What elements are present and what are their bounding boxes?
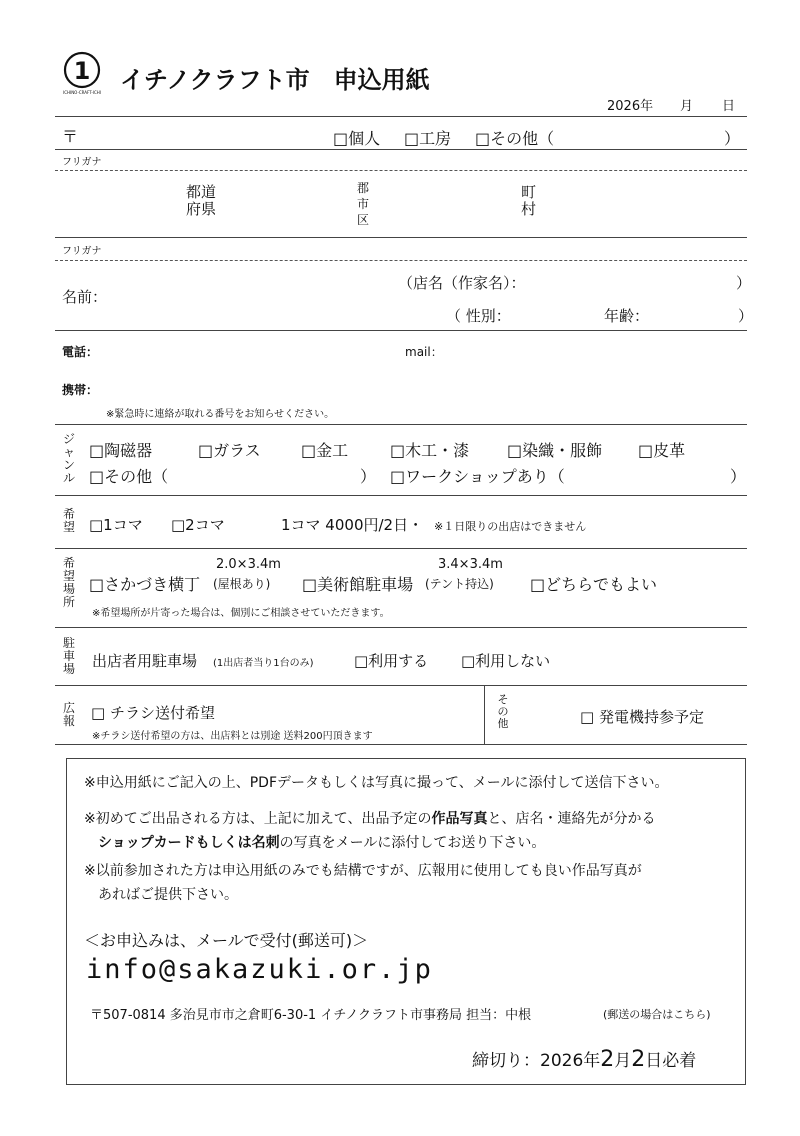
notice-repeat: ※以前参加された方は申込用紙のみでも結構ですが、広報用に使用しても良い作品写真が [84,863,642,879]
notice-pdf: ※申込用紙にご記入の上、PDFデータもしくは写真に撮って、メールに添付して送信下さい。 [84,775,669,791]
divider [55,495,747,496]
gender-label: （ 性別： [446,307,511,325]
svg-text:1: 1 [73,57,91,85]
workshop-close: ） [730,467,747,486]
age-label: 年齢： [604,307,650,325]
parking-label: 駐車場 [62,636,75,676]
divider [55,424,747,425]
genre-metal-checkbox[interactable]: □金工 [301,441,349,460]
address-furigana-label: フリガナ [62,157,102,168]
notice-shopcard [98,832,545,852]
gender-close: ） [738,307,754,325]
divider [55,170,747,171]
price-text: 1コマ 4000円/2日・ [281,516,424,534]
divider [55,260,747,261]
location-yokocho-checkbox[interactable]: □さかづき横丁 [89,575,201,594]
genre-ceramics-checkbox[interactable]: □陶磁器 [89,441,153,460]
logo-icon [62,50,102,96]
genre-wood-checkbox[interactable]: □木工・漆 [390,441,470,460]
deadline-pre: 締切り：2026年 [472,1051,601,1071]
pr-label: 広報 [62,701,75,728]
parking-use-checkbox[interactable]: □利用する [354,652,429,670]
type-other-close: ） [724,129,741,148]
notice-card-emphasis: ショップカードもしくは名刺 [98,835,280,851]
genre-glass-checkbox[interactable]: □ガラス [198,441,261,460]
divider [55,237,747,238]
divider [55,744,747,745]
one-day-note: ※１日限りの出店はできません [434,520,587,533]
office-address-note: (郵送の場合はこちら) [603,1008,711,1021]
mobile-label: 携帯： [62,383,99,397]
two-koma-checkbox[interactable]: □2コマ [171,516,225,534]
town-label: 町 村 [521,183,537,218]
other-label: その他 [497,693,509,730]
location-parking-note: (テント持込) [425,577,494,591]
type-individual-checkbox[interactable]: □個人 [333,129,381,148]
mail-label: mail： [405,345,443,359]
genre-other-close: ） [360,467,377,486]
date-day: 日 [722,99,736,114]
office-address: 〒507-0814 多治見市市之倉町6-30-1 イチノクラフト市事務局 担当：中根 [90,1008,532,1023]
size-parking: 3.4×3.4m [438,557,503,572]
location-note: ※希望場所が片寄った場合は、個別にご相談させていただきます。 [92,608,390,619]
type-other-checkbox[interactable]: □その他（ [475,129,555,148]
apply-instruction: ＜お申込みは、メールで受付(郵送可)＞ [84,931,369,950]
pr-divider [484,686,485,744]
parking-text: 出店者用駐車場 [92,652,198,670]
notice-shopcard-post: の写真をメールに添付してお送り下さい。 [279,835,546,851]
location-label: 希望場所 [62,556,75,609]
county-label: 郡 市 区 [357,181,370,227]
postal-mark: 〒 [62,127,79,146]
deadline-month: 2 [600,1047,615,1072]
notice-first-time [84,808,655,828]
date-month: 月 [680,99,694,114]
location-either-checkbox[interactable]: □どちらでもよい [530,575,657,594]
workshop-checkbox[interactable]: □ワークショップあり（ [390,467,565,486]
genre-textile-checkbox[interactable]: □染織・服飾 [507,441,603,460]
deadline [472,1046,696,1072]
prefecture-label: 都道 府県 [186,183,217,218]
size-yokocho: 2.0×3.4m [216,557,281,572]
page-title: イチノクラフト市 申込用紙 [120,66,430,94]
divider [55,149,747,150]
notice-photo-emphasis: 作品写真 [431,811,488,827]
date-year: 2026年 [607,99,654,114]
name-label: 名前： [62,288,108,306]
divider [55,330,747,331]
deadline-day: 2 [631,1047,646,1072]
divider [55,627,747,628]
genre-leather-checkbox[interactable]: □皮革 [638,441,686,460]
genre-label: ジャンル [62,432,75,485]
flyer-checkbox[interactable]: □ チラシ送付希望 [91,704,215,722]
flyer-note: ※チラシ送付希望の方は、出店料とは別途 送料200円頂きます [92,731,373,742]
contact-email[interactable]: info@sakazuki.or.jp [86,954,433,985]
mobile-note: ※緊急時に連絡が取れる番号をお知らせください。 [106,409,335,420]
parking-sub: (1出店者当り1台のみ) [213,658,314,669]
notice-first-time-pre: ※初めてご出品される方は、上記に加えて、出品予定の [84,811,432,827]
one-koma-checkbox[interactable]: □1コマ [89,516,143,534]
desire-label: 希望 [62,507,75,534]
divider [55,685,747,686]
notice-first-time-mid: と、店名・連絡先が分かる [487,811,656,827]
location-yokocho-note: (屋根あり) [213,577,271,591]
shop-name-close: ） [736,274,752,292]
shop-name-label: （店名（作家名）： [398,274,526,292]
svg-text:ICHINO-CRAFT-ICHI: ICHINO-CRAFT-ICHI [63,90,101,95]
divider [55,548,747,549]
location-parking-checkbox[interactable]: □美術館駐車場 [302,575,414,594]
deadline-mid: 月 [614,1051,632,1071]
genre-other-checkbox[interactable]: □その他（ [89,467,169,486]
notice-repeat-2: あればご提供下さい。 [98,887,238,903]
divider [55,116,747,117]
generator-checkbox[interactable]: □ 発電機持参予定 [580,708,704,726]
phone-label: 電話： [62,345,99,359]
name-furigana-label: フリガナ [62,246,102,257]
deadline-post: 日必着 [645,1051,697,1071]
parking-not-use-checkbox[interactable]: □利用しない [461,652,551,670]
type-studio-checkbox[interactable]: □工房 [404,129,452,148]
